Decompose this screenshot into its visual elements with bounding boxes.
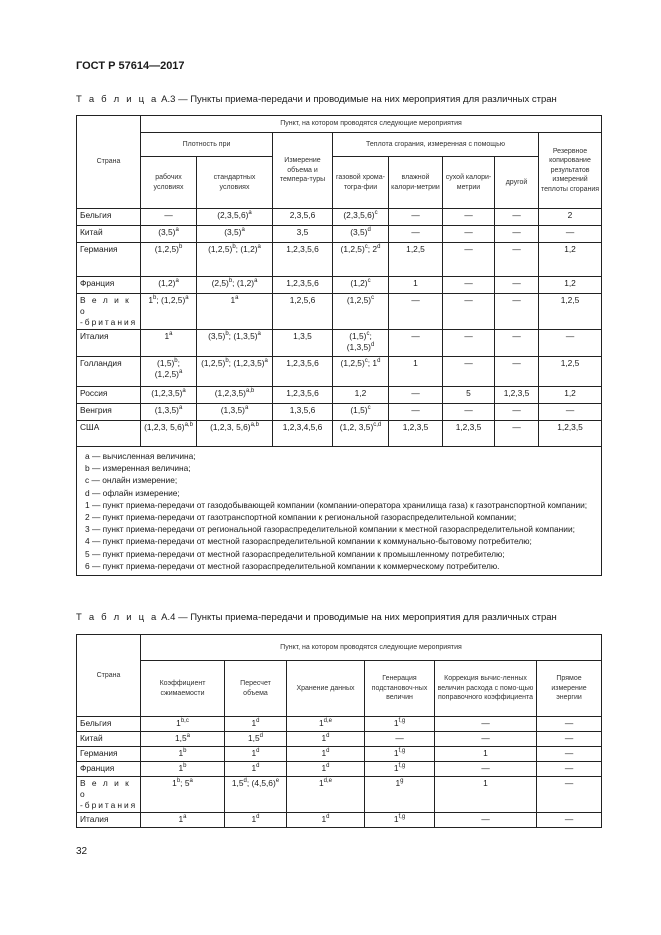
footnote-mark: c — [364, 244, 368, 250]
t3-value-cell: 1$^b$; $(1,2,5)^a$ — [141, 294, 197, 330]
t3-value-cell: (1,2, 3,5)$^{c,d}$ — [333, 421, 389, 447]
footnote-mark: b — [225, 331, 229, 337]
t3-value-cell: 1,2,5 — [539, 294, 602, 330]
t4-value-cell: 1$^d$ — [287, 762, 365, 777]
t3-legend-item: d — офлайн измерение; — [85, 487, 180, 498]
t3-value-cell: 1$^a$ — [141, 330, 197, 357]
t3-value-cell: — — [443, 226, 495, 243]
t3-header-density: Плотность при — [141, 133, 273, 157]
t4-value-cell: 1$^a$ — [141, 813, 225, 828]
table-row — [77, 277, 602, 294]
footnote-mark: a,b — [245, 388, 255, 394]
t3-value-cell: — — [443, 330, 495, 357]
footnote-mark: f,g — [398, 718, 406, 724]
t3-value-cell: $(3,5)^d$ — [333, 226, 389, 243]
t3-value-cell: 1,2 — [539, 387, 602, 404]
t4-value-cell: — — [435, 762, 537, 777]
t4-value-cell: 1$^d$ — [287, 747, 365, 762]
t3-header-country: Страна — [77, 116, 141, 209]
t3-value-cell: 1 — [389, 357, 443, 387]
footnote-mark: a — [175, 227, 179, 233]
t3-country-cell: Голландия — [77, 357, 141, 387]
t3-legend-item: 6 — пункт приема-передачи от местной газораспределительной компании к коммерческому потребителю. — [85, 560, 500, 571]
table-row — [77, 330, 602, 357]
footnote-mark: d — [326, 748, 330, 754]
footnote-mark: a — [185, 295, 189, 301]
t4-header-data-storage: Хранение данных — [287, 661, 365, 717]
footnote-mark: e — [275, 778, 280, 784]
table-row — [77, 717, 602, 732]
table-row — [77, 243, 602, 277]
t3-legend-item: 5 — пункт приема-передачи от местной газораспределительной компании к промышленному потребителю; — [85, 548, 505, 559]
t3-legend — [77, 447, 602, 576]
footnote-mark: d — [256, 748, 260, 754]
t3-value-cell: 1,2,3,5,6 — [273, 357, 333, 387]
t4-value-cell: 1$^b$ — [141, 747, 225, 762]
footnote-mark: d — [256, 718, 260, 724]
footnote-mark: d — [256, 814, 260, 820]
t4-value-cell: 1,5$^d$; $(4,5,6)^e$ — [225, 777, 287, 813]
t3-country-cell: Италия — [77, 330, 141, 357]
t3-value-cell: 5 — [443, 387, 495, 404]
t3-legend-item: 1 — пункт приема-передачи от газодобывающей компании (компании-оператора хранилища газа) к газотранспортной компании; — [85, 499, 588, 510]
footnote-mark: b — [225, 358, 229, 364]
t3-value-cell: — — [495, 243, 539, 277]
footnote-mark: d — [326, 814, 330, 820]
t4-country-cell: Бельгия — [77, 717, 141, 732]
footnote-mark: f,g — [398, 748, 406, 754]
t3-value-cell: $(2,5)^b$; $(1,2)^a$ — [197, 277, 273, 294]
footnote-mark: a — [186, 733, 190, 739]
footnote-mark: a — [189, 778, 193, 784]
t3-value-cell: $(1,5)^b$; $(1,2,5)^a$ — [141, 357, 197, 387]
t4-value-cell: 1$^{f,g}$ — [365, 717, 435, 732]
t3-value-cell: 1,2,3,5,6 — [273, 243, 333, 277]
t4-header-country: Страна — [77, 635, 141, 717]
t3-header-working: рабочих условиях — [141, 157, 197, 209]
footnote-mark: a — [257, 331, 261, 337]
t3-value-cell: 1,2,3,4,5,6 — [273, 421, 333, 447]
t4-header-volume-conversion: Пересчет объема — [225, 661, 287, 717]
t3-value-cell: $(1,2)^a$ — [141, 277, 197, 294]
t3-legend-item: a — вычисленная величина; — [85, 451, 196, 461]
t4-value-cell: — — [537, 747, 602, 762]
t3-value-cell: — — [495, 330, 539, 357]
t4-value-cell: 1,5$^d$ — [225, 732, 287, 747]
table-a3-caption — [76, 94, 557, 105]
t3-value-cell: — — [495, 226, 539, 243]
footnote-mark: a,b — [184, 422, 193, 428]
t3-value-cell: $(1,2,5)^b$; $(1,2)^a$ — [197, 243, 273, 277]
t4-value-cell: 1 — [435, 777, 537, 813]
t4-value-cell: 1$^d$ — [225, 813, 287, 828]
t3-value-cell: — — [495, 294, 539, 330]
footnote-mark: c — [366, 331, 370, 337]
t3-value-cell: 1,2,3,5 — [443, 421, 495, 447]
t3-legend-item: 3 — пункт приема-передачи от региональной газораспределительной компании к местной газораспределительной компании; — [85, 524, 575, 535]
t4-header-energy-measurement: Прямое измерение энергии — [537, 661, 602, 717]
t4-value-cell: 1$^{f,g}$ — [365, 813, 435, 828]
footnote-mark: f,g — [398, 763, 406, 769]
footnote-mark: d — [256, 763, 260, 769]
table-row — [77, 777, 602, 813]
t4-value-cell: 1$^d$ — [225, 717, 287, 732]
t4-value-cell: 1$^{d,e}$ — [287, 717, 365, 732]
t3-value-cell: — — [389, 226, 443, 243]
t4-value-cell: — — [537, 777, 602, 813]
footnote-mark: d — [326, 763, 330, 769]
t3-value-cell: — — [495, 357, 539, 387]
t4-value-cell: 1$^b$; 5$^a$ — [141, 777, 225, 813]
t4-value-cell: 1$^g$ — [365, 777, 435, 813]
t3-value-cell: (1,2,3, 5,6)$^{a,b}$ — [197, 421, 273, 447]
t4-header-flow-correction: Коррекция вычис-ленных величин расхода с помо-щью поправочного коэффициента — [435, 661, 537, 717]
t3-value-cell: — — [539, 226, 602, 243]
footnote-mark: c — [371, 295, 375, 301]
t4-country-cell: Италия — [77, 813, 141, 828]
table-row — [77, 813, 602, 828]
t3-value-cell: 1,2,5,6 — [273, 294, 333, 330]
t3-value-cell: $(3,5)^a$ — [197, 226, 273, 243]
t3-value-cell: 1,2 — [539, 243, 602, 277]
t4-value-cell: 1$^d$ — [225, 762, 287, 777]
t4-header-substitute-values: Генерация подстановоч-ных величин — [365, 661, 435, 717]
footnote-mark: c — [367, 405, 371, 411]
t4-country-cell: Германия — [77, 747, 141, 762]
t3-value-cell: $(1,2,5)^c$; 2$^d$ — [333, 243, 389, 277]
t3-country-cell: США — [77, 421, 141, 447]
t4-country-cell: Китай — [77, 732, 141, 747]
t3-value-cell: 1,2 — [539, 277, 602, 294]
t3-value-cell: 1,2,5 — [539, 357, 602, 387]
t4-value-cell: — — [435, 813, 537, 828]
t3-value-cell: 2 — [539, 209, 602, 226]
footnote-mark: b — [174, 358, 178, 364]
footnote-mark: a,b — [250, 422, 259, 428]
table-a3 — [76, 115, 602, 576]
t3-value-cell: $(1,2,5)^c$ — [333, 294, 389, 330]
t3-header-gc: газовой хрома-тогра-фии — [333, 157, 389, 209]
footnote-mark: f,g — [398, 814, 406, 820]
t3-value-cell: $(1,5)^c$; $(1,3,5)^d$ — [333, 330, 389, 357]
footnote-mark: c — [364, 358, 368, 364]
table-row — [77, 404, 602, 421]
t3-header-wet: влажной калори-метрии — [389, 157, 443, 209]
t3-value-cell: 1,2,3,5 — [389, 421, 443, 447]
t3-header-other: другой — [495, 157, 539, 209]
t4-header-compressibility: Коэффициент сжимаемости — [141, 661, 225, 717]
t3-value-cell: — — [443, 243, 495, 277]
t3-value-cell: — — [443, 404, 495, 421]
t4-value-cell: 1$^{b,c}$ — [141, 717, 225, 732]
t3-value-cell: — — [495, 209, 539, 226]
table-row — [77, 226, 602, 243]
footnote-mark: c — [367, 278, 371, 284]
t3-value-cell: 1,2,5 — [389, 243, 443, 277]
t3-value-cell: $(1,2)^c$ — [333, 277, 389, 294]
footnote-mark: a — [241, 227, 245, 233]
table-row — [77, 387, 602, 404]
t3-country-cell: Россия — [77, 387, 141, 404]
table-row — [77, 357, 602, 387]
t3-value-cell: — — [495, 277, 539, 294]
t3-value-cell: $(1,5)^c$ — [333, 404, 389, 421]
t4-value-cell: — — [537, 813, 602, 828]
footnote-mark: a — [175, 278, 179, 284]
t4-value-cell: 1$^b$ — [141, 762, 225, 777]
t3-value-cell: — — [389, 387, 443, 404]
t4-value-cell: 1$^d$ — [225, 747, 287, 762]
footnote-mark: d,e — [323, 718, 332, 724]
t3-country-cell: Венгрия — [77, 404, 141, 421]
t3-value-cell: 3,5 — [273, 226, 333, 243]
t3-value-cell: $(1,2,3,5)^a$ — [141, 387, 197, 404]
footnote-mark: b — [183, 763, 187, 769]
t3-value-cell: $(1,3,5)^a$ — [141, 404, 197, 421]
t4-value-cell: — — [537, 717, 602, 732]
t4-country-cell: В е л и к о -британия — [77, 777, 141, 813]
t4-value-cell: — — [537, 732, 602, 747]
t4-value-cell: 1$^d$ — [287, 732, 365, 747]
document-header: ГОСТ Р 57614—2017 — [76, 60, 185, 72]
footnote-mark: a — [254, 278, 258, 284]
footnote-mark: d — [377, 358, 381, 364]
footnote-mark: d — [259, 733, 263, 739]
t3-value-cell: 1,2,3,5 — [495, 387, 539, 404]
t3-country-cell: Китай — [77, 226, 141, 243]
t3-value-cell: — — [539, 330, 602, 357]
t3-legend-item: b — измеренная величина; — [85, 463, 191, 474]
table-row — [77, 732, 602, 747]
t3-country-cell: Франция — [77, 277, 141, 294]
footnote-mark: a — [244, 405, 249, 411]
footnote-mark: a — [264, 358, 268, 364]
footnote-mark: d — [370, 342, 375, 348]
footnote-mark: a — [182, 388, 186, 394]
t3-country-cell: Германия — [77, 243, 141, 277]
t4-value-cell: — — [435, 717, 537, 732]
footnote-mark: a — [183, 814, 187, 820]
t3-value-cell: — — [443, 209, 495, 226]
table-a4 — [76, 634, 602, 828]
t3-header-heat: Теплота сгорания, измеренная с помощью — [333, 133, 539, 157]
t3-value-cell: 1,3,5,6 — [273, 404, 333, 421]
t3-value-cell: 1,2 — [333, 387, 389, 404]
t3-value-cell: 2,3,5,6 — [273, 209, 333, 226]
footnote-mark: a — [248, 210, 252, 216]
t3-value-cell: 1$^a$ — [197, 294, 273, 330]
t4-value-cell: — — [537, 762, 602, 777]
t3-value-cell: $(2,3,5,6)^a$ — [197, 209, 273, 226]
t4-value-cell: 1 — [435, 747, 537, 762]
t4-value-cell: — — [365, 732, 435, 747]
table-a4-caption — [76, 612, 557, 623]
t3-header-standard: стандартных условиях — [197, 157, 273, 209]
t3-value-cell: — — [389, 404, 443, 421]
footnote-mark: b — [228, 278, 233, 284]
table-a3-caption-lead: Т а б л и ц а — [76, 94, 159, 105]
footnote-mark: d,e — [323, 778, 332, 784]
footnote-mark: b,c — [180, 718, 189, 724]
page-number: 32 — [76, 846, 88, 857]
t4-value-cell: 1$^{d,e}$ — [287, 777, 365, 813]
t3-value-cell: — — [495, 404, 539, 421]
t3-legend-item: c — онлайн измерение; — [85, 475, 178, 486]
t3-value-cell: 1,2,3,5,6 — [273, 387, 333, 404]
t3-legend-item: 2 — пункт приема-передачи от газотранспортной компании к региональной газораспределительной компании; — [85, 512, 517, 523]
t3-value-cell: 1,2,3,5,6 — [273, 277, 333, 294]
t3-value-cell: — — [443, 277, 495, 294]
t3-value-cell: — — [539, 404, 602, 421]
t3-value-cell: $(3,5)^b$; $(1,3,5)^a$ — [197, 330, 273, 357]
footnote-mark: b — [176, 778, 181, 784]
footnote-mark: b — [232, 244, 236, 250]
t4-country-cell: Франция — [77, 762, 141, 777]
t3-value-cell: — — [141, 209, 197, 226]
t3-value-cell: — — [389, 294, 443, 330]
t3-value-cell: (1,2,3, 5,6)$^{a,b}$ — [141, 421, 197, 447]
table-row — [77, 294, 602, 330]
t3-value-cell: — — [443, 357, 495, 387]
table-a3-caption-text: А.3 — Пункты приема-передачи и проводимые на них мероприятия для различных стран — [158, 94, 557, 105]
t4-value-cell: 1$^{f,g}$ — [365, 762, 435, 777]
table-row — [77, 209, 602, 226]
footnote-mark: d — [326, 733, 330, 739]
t3-value-cell: $(1,2,5)^b$ — [141, 243, 197, 277]
t3-legend-item: 4 — пункт приема-передачи от местной газораспределительной компании к коммунально-бытовому потребителю; — [85, 536, 532, 547]
footnote-mark: a — [178, 405, 183, 411]
t3-value-cell: — — [443, 294, 495, 330]
table-a4-caption-lead: Т а б л и ц а — [76, 612, 159, 623]
t4-header-group: Пункт, на котором проводятся следующие мероприятия — [141, 635, 602, 661]
footnote-mark: b — [153, 295, 157, 301]
t3-value-cell: 1 — [389, 277, 443, 294]
table-row — [77, 747, 602, 762]
table-row — [77, 421, 602, 447]
footnote-mark: c — [374, 210, 378, 216]
t3-value-cell: — — [389, 209, 443, 226]
t3-value-cell: $(1,3,5)^a$ — [197, 404, 273, 421]
footnote-mark: g — [400, 778, 404, 784]
footnote-mark: a — [235, 295, 239, 301]
footnote-mark: a — [169, 331, 173, 337]
t4-value-cell: 1$^d$ — [287, 813, 365, 828]
t3-value-cell: — — [495, 421, 539, 447]
t3-value-cell: $(1,2,5)^c$; 1$^d$ — [333, 357, 389, 387]
footnote-mark: d — [367, 227, 371, 233]
footnote-mark: d — [243, 778, 247, 784]
t3-header-group: Пункт, на котором проводятся следующие мероприятия — [141, 116, 602, 133]
footnote-mark: a — [178, 369, 183, 375]
t3-country-cell: В е л и к о -британия — [77, 294, 141, 330]
footnote-mark: c,d — [373, 422, 382, 428]
t3-country-cell: Бельгия — [77, 209, 141, 226]
t3-header-measure: Измерение объема и темпера-туры — [273, 133, 333, 209]
footnote-mark: b — [178, 244, 183, 250]
t3-value-cell: — — [389, 330, 443, 357]
t3-value-cell: $(1,2,5)^b$; $(1,2,3,5)^a$ — [197, 357, 273, 387]
footnote-mark: d — [377, 244, 381, 250]
t3-header-dry: сухой калори-метрии — [443, 157, 495, 209]
t3-value-cell: $(1,2,3,5)^{a,b}$ — [197, 387, 273, 404]
footnote-mark: b — [183, 748, 187, 754]
footnote-mark: a — [257, 244, 261, 250]
t3-value-cell: $(2,3,5,6)^c$ — [333, 209, 389, 226]
t3-header-backup: Резервное копирование результатов измерений теплоты сгорания — [539, 133, 602, 209]
table-a4-caption-text: А.4 — Пункты приема-передачи и проводимые на них мероприятия для различных стран — [158, 612, 557, 623]
t3-value-cell: $(3,5)^a$ — [141, 226, 197, 243]
t3-value-cell: 1,3,5 — [273, 330, 333, 357]
t4-value-cell: — — [435, 732, 537, 747]
t4-value-cell: 1$^{f,g}$ — [365, 747, 435, 762]
table-row — [77, 762, 602, 777]
t3-value-cell: 1,2,3,5 — [539, 421, 602, 447]
t4-value-cell: 1,5$^a$ — [141, 732, 225, 747]
